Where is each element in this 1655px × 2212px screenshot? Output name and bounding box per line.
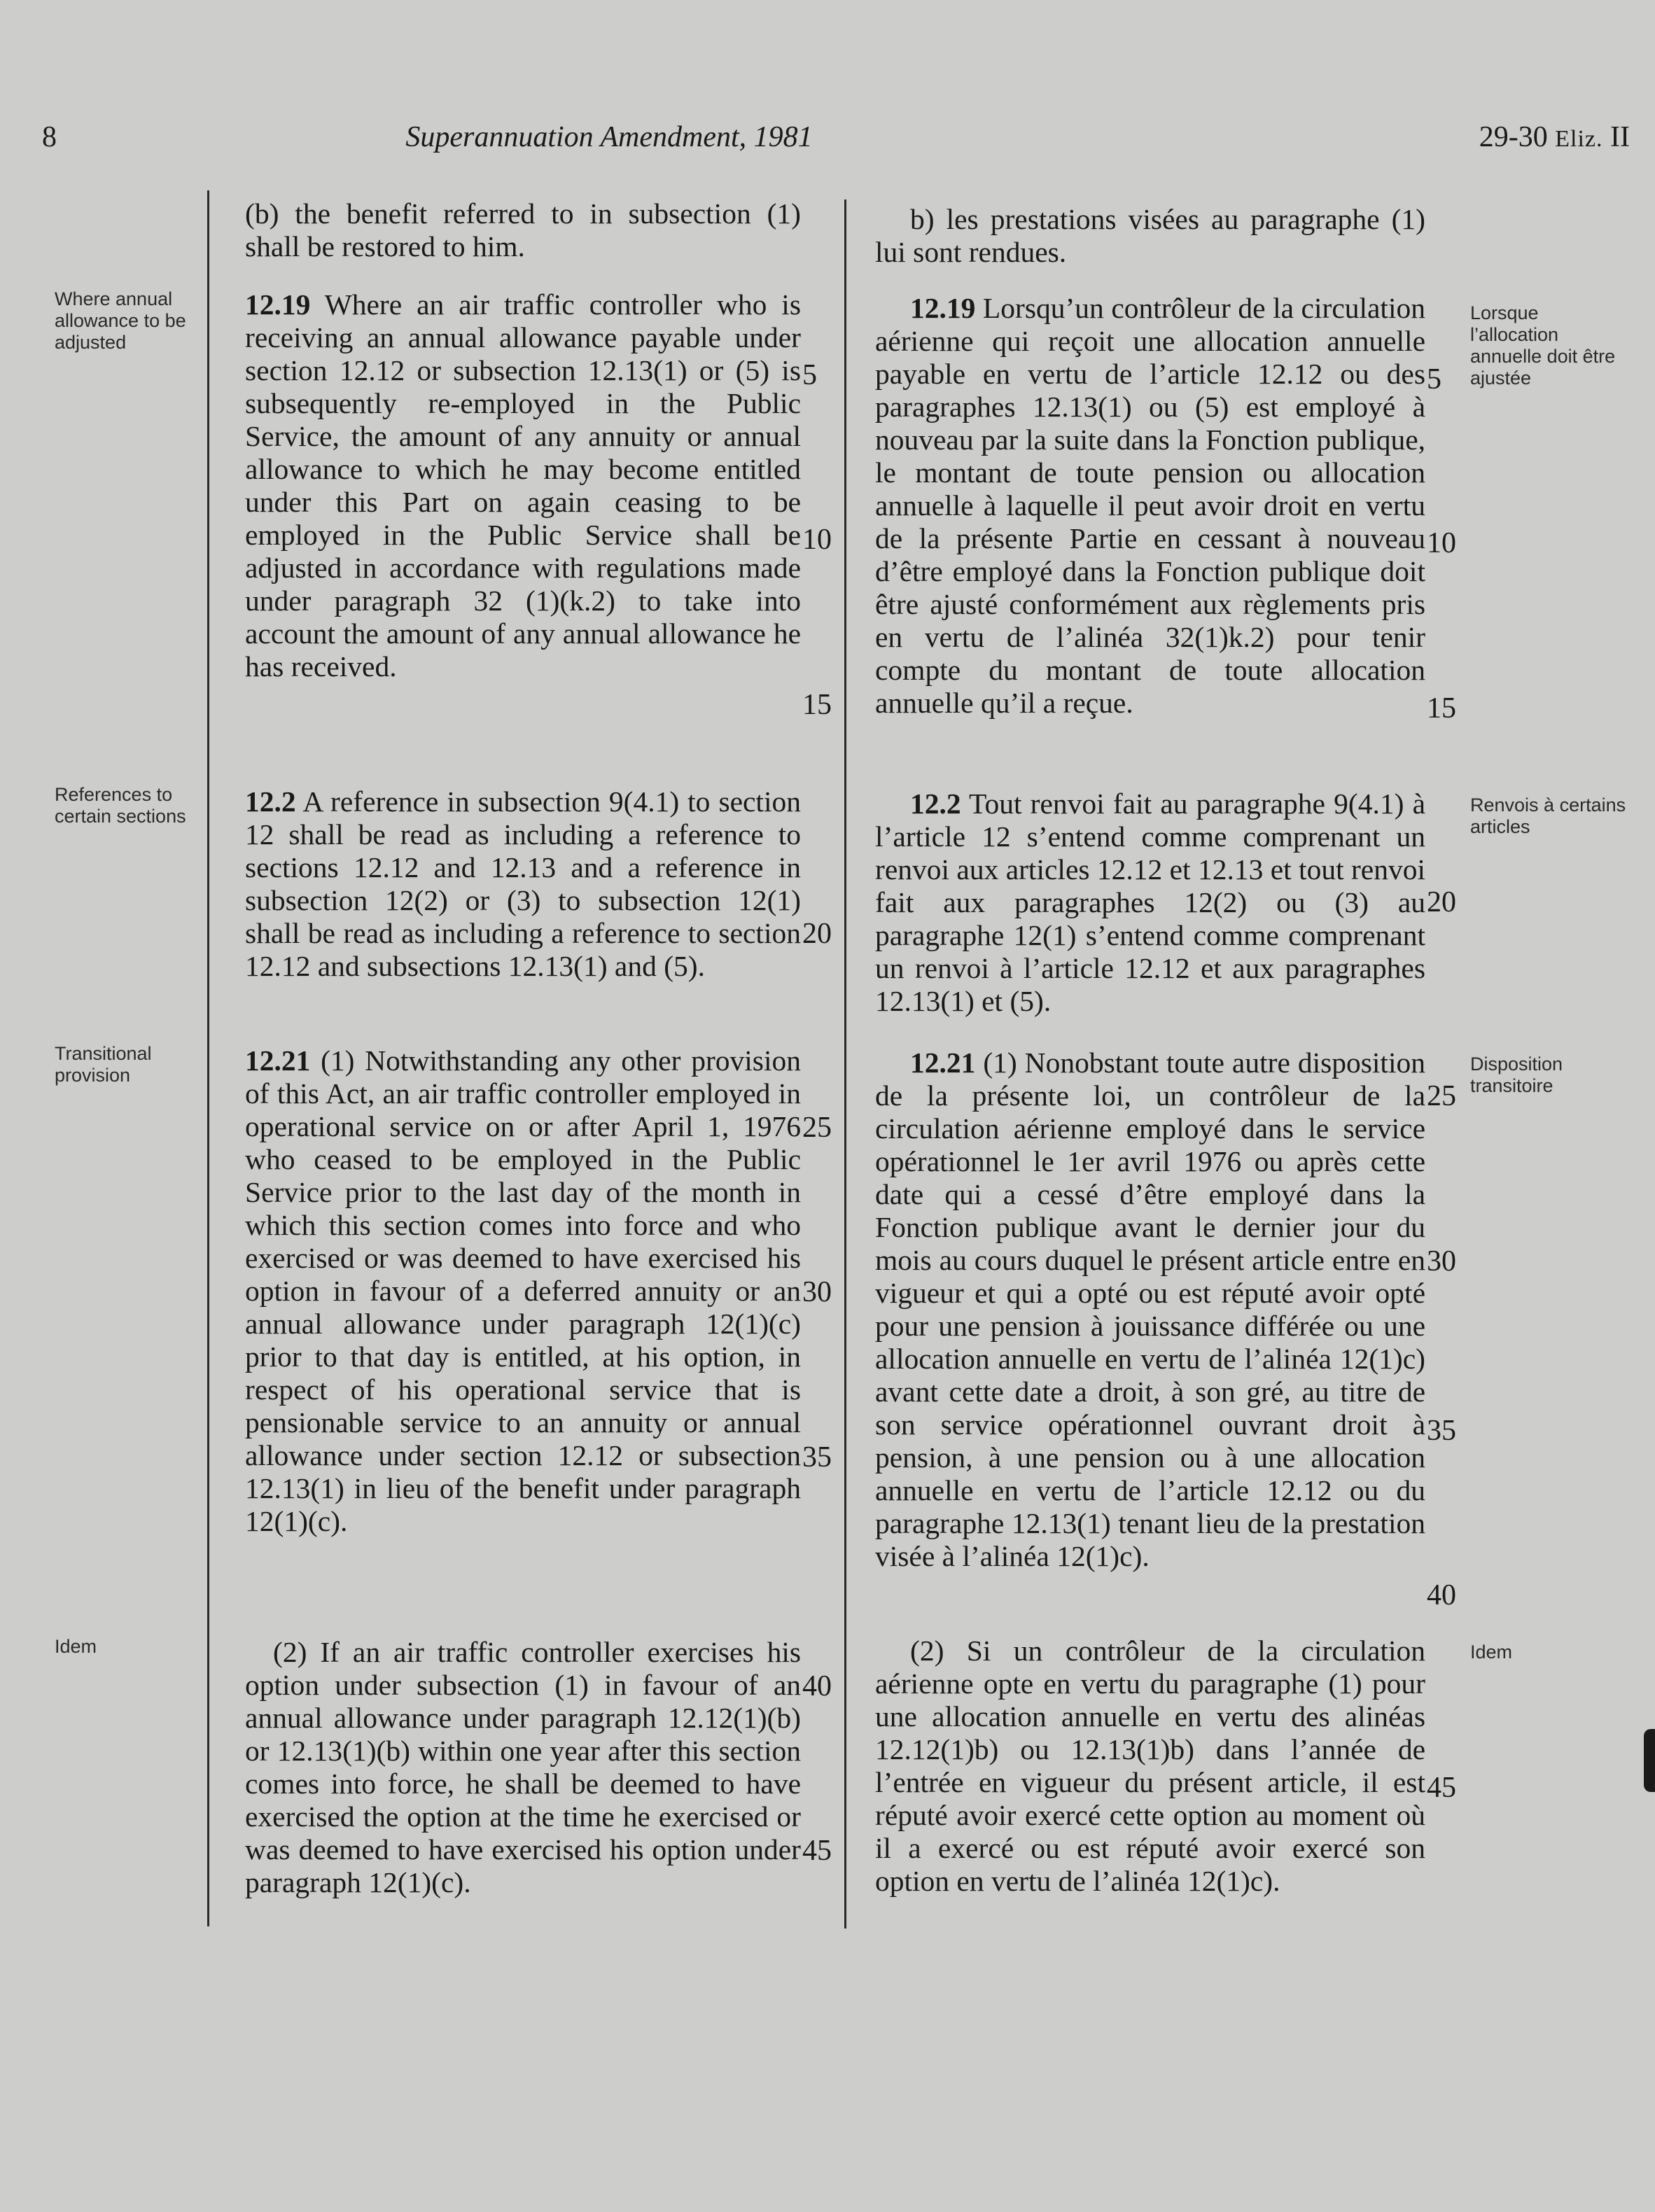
fr-section-12-21-text: (1) Nonobstant toute autre disposition de la présente loi, un contrôleur de la circulation aérienne employé dans le service opérationnel le 1er avril 1976 ou après cette date qui a cessé d’être employé dans la Fonction publique avant le dernier jour du mois au cours duquel le présent article entre en vigueur et qui a opté ou est réputé avoir opté pour une pension à jouissance différée ou une allocation annuelle en vertu de l’alinéa 12(1)c) avant cette date a droit, à son gré, au titre de son service opérationnel ouvrant droit à pension, à une pension ou à une allocation annuelle en vertu de l’article 12.12 ou du paragraphe 12.13(1) tenant lieu de la prestation visée à l’alinéa 12(1)c). bbox=[875, 1046, 1425, 1572]
en-section-12-21-2 bbox=[245, 1636, 801, 1899]
fr-paragraph-b bbox=[875, 203, 1425, 269]
fr-section-12-19 bbox=[875, 292, 1425, 720]
en-line-number-20: 20 bbox=[802, 918, 832, 950]
fr-line-number-35: 35 bbox=[1427, 1415, 1456, 1447]
margin-note-en-2: References to certain sections bbox=[55, 784, 186, 827]
fr-section-12-21 bbox=[875, 1046, 1425, 1573]
fr-line-number-10: 10 bbox=[1427, 527, 1456, 559]
fr-line-number-15: 15 bbox=[1427, 692, 1456, 724]
left-margin-rule bbox=[207, 190, 209, 1926]
en-section-12-21-number: 12.21 bbox=[245, 1044, 311, 1077]
en-line-number-30: 30 bbox=[802, 1276, 832, 1308]
regnal-eliz: Eliz. bbox=[1555, 126, 1603, 152]
en-line-number-45: 45 bbox=[802, 1835, 832, 1867]
fr-section-12-19-number: 12.19 bbox=[910, 292, 976, 324]
margin-note-fr-3: Disposition transitoire bbox=[1470, 1054, 1563, 1096]
en-line-number-35: 35 bbox=[802, 1441, 832, 1474]
fr-line-number-5: 5 bbox=[1427, 363, 1441, 396]
fr-line-number-40: 40 bbox=[1427, 1579, 1456, 1611]
fr-section-12-21-number: 12.21 bbox=[910, 1046, 976, 1079]
en-line-number-10: 10 bbox=[802, 524, 832, 556]
fr-section-12-2-text: Tout renvoi fait au paragraphe 9(4.1) à l’article 12 s’entend comme comprenant un renvoi aux articles 12.12 et 12.13 et tout renvoi fait aux paragraphes 12(2) ou (3) au paragraphe 12(1) s’entend comme comprenant un renvoi à l’article 12.12 et aux paragraphes 12.13(1) et (5). bbox=[875, 788, 1425, 1017]
en-section-12-19-text: Where an air traffic controller who is receiving an annual allowance payable under section 12.12 or subsection 12.13(1) or (5) is subsequently re-employed in the Public Service, the amount of any annuity or annual allowance to which he may become entitled under this Part on again ceasing to be employed in the Public Service shall be adjusted in accordance with regulations made under paragraph 32 (1)(k.2) to take into account the amount of any annual allowance he has received. bbox=[245, 288, 801, 682]
fr-section-12-21-2-text: (2) Si un contrôleur de la circulation aérienne opte en vertu du paragraphe (1) pour une allocation annuelle en vertu des alinéas 12.12(1)b) ou 12.13(1)b) dans l’année de l’entrée en vigueur du présent article, il est réputé avoir exercé cette option au moment où il a exercé ou est réputé avoir exercé son option en vertu de l’alinéa 12(1)c). bbox=[875, 1634, 1425, 1897]
fr-paragraph-b-text: b) les prestations visées au paragraphe (1) lui sont rendues. bbox=[875, 203, 1425, 268]
en-section-12-2-text: A reference in subsection 9(4.1) to section 12 shall be read as including a reference to sections 12.12 and 12.13 and a reference in subsection 12(2) or (3) to subsection 12(1) shall be read as including a reference to section 12.12 and subsections 12.13(1) and (5). bbox=[245, 785, 801, 982]
margin-note-en-3: Transitional provision bbox=[55, 1043, 152, 1086]
fr-section-12-2 bbox=[875, 788, 1425, 1018]
fr-line-number-45: 45 bbox=[1427, 1772, 1456, 1804]
en-section-12-19-number: 12.19 bbox=[245, 288, 311, 321]
en-line-number-40: 40 bbox=[802, 1670, 832, 1702]
margin-note-fr-1: Lorsque l’allocation annuelle doit être ajustée bbox=[1470, 302, 1616, 388]
en-line-number-15: 15 bbox=[802, 689, 832, 721]
en-section-12-2 bbox=[245, 785, 801, 983]
en-section-12-21-text: (1) Notwithstanding any other provision of this Act, an air traffic controller employed in operational service on or after April 1, 1976 who ceased to be employed in the Public Service prior to the last day of the month in which this section comes into force and who exercised or was deemed to have exercised his option in favour of a deferred annuity or an annual allowance under paragraph 12(1)(c) prior to that day is entitled, at his option, in respect of his operational service that is pensionable service to an annuity or annual allowance under section 12.12 or subsection 12.13(1) in lieu of the benefit under paragraph 12(1)(c). bbox=[245, 1044, 801, 1537]
fr-line-number-20: 20 bbox=[1427, 886, 1456, 918]
english-column bbox=[245, 197, 801, 1933]
margin-note-fr-4: Idem bbox=[1470, 1642, 1513, 1662]
regnal-suffix: II bbox=[1602, 121, 1630, 153]
fr-section-12-21-2 bbox=[875, 1634, 1425, 1898]
en-section-12-2-number: 12.2 bbox=[245, 785, 296, 818]
page-title: Superannuation Amendment, 1981 bbox=[405, 121, 813, 153]
fr-section-12-2-number: 12.2 bbox=[910, 788, 961, 820]
fr-line-number-25: 25 bbox=[1427, 1080, 1456, 1112]
center-rule bbox=[844, 200, 846, 1928]
en-section-12-21 bbox=[245, 1044, 801, 1538]
en-line-number-25: 25 bbox=[802, 1112, 832, 1144]
regnal-prefix: 29-30 bbox=[1479, 121, 1556, 153]
page-number: 8 bbox=[42, 121, 57, 153]
en-section-12-21-2-text: (2) If an air traffic controller exercises his option under subsection (1) in favour of an annual allowance under paragraph 12.12(1)(b) or 12.13(1)(b) within one year after this section comes into force, he shall be deemed to have exercised the option at the time he exercised or was deemed to have exercised his option under paragraph 12(1)(c). bbox=[245, 1636, 801, 1898]
margin-note-fr-2: Renvois à certains articles bbox=[1470, 794, 1626, 837]
en-section-12-19 bbox=[245, 288, 801, 683]
en-line-number-5: 5 bbox=[802, 359, 817, 391]
binder-tab-mark bbox=[1644, 1729, 1655, 1792]
en-paragraph-b bbox=[245, 197, 801, 263]
margin-note-en-4: Idem bbox=[55, 1636, 97, 1657]
regnal-year bbox=[1479, 120, 1630, 154]
margin-note-en-1: Where annual allowance to be adjusted bbox=[55, 288, 186, 353]
fr-line-number-30: 30 bbox=[1427, 1245, 1456, 1278]
fr-section-12-19-text: Lorsqu’un contrôleur de la circulation aérienne qui reçoit une allocation annuelle payable en vertu de l’article 12.12 ou des paragraphes 12.13(1) ou (5) est employé à nouveau par la suite dans la Fonction publique, le montant de toute pension ou allocation annuelle à laquelle il peut avoir droit en vertu de la présente Partie en cessant à nouveau d’être employé dans la Fonction publique doit être ajusté conformément aux règlements pris en vertu de l’alinéa 32(1)k.2) pour tenir compte du montant de toute allocation annuelle qu’il a reçue. bbox=[875, 292, 1425, 719]
french-column bbox=[875, 203, 1425, 1939]
en-paragraph-b-text: (b) the benefit referred to in subsection (1) shall be restored to him. bbox=[245, 197, 801, 262]
